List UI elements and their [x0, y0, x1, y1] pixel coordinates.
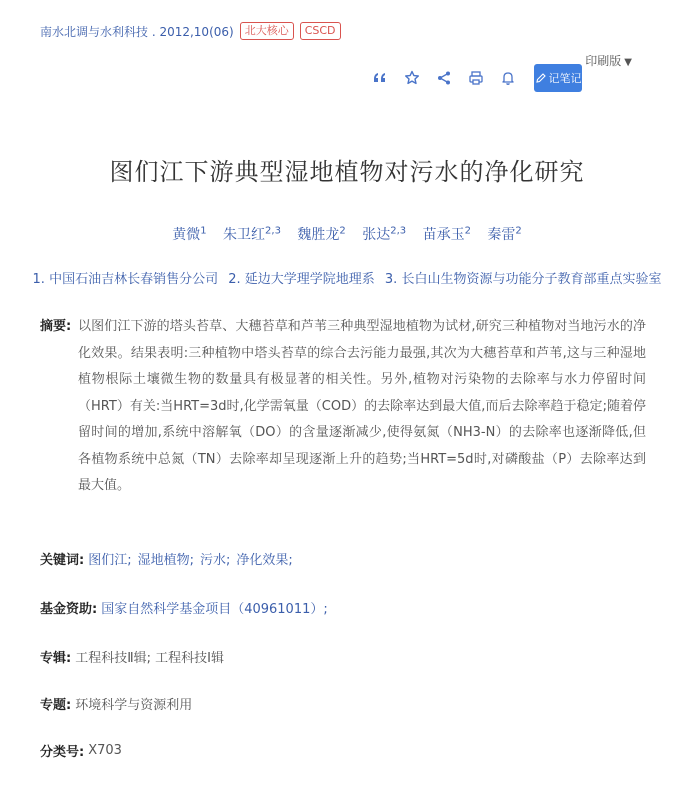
abstract-label: 摘要:: [40, 319, 72, 334]
keywords-label: 关键词:: [40, 553, 85, 568]
author-list: [0, 224, 694, 244]
topic-value: 环境科学与资源利用: [75, 698, 193, 713]
caret-down-icon: ▼: [624, 57, 632, 68]
author-link[interactable]: [297, 227, 345, 243]
classification-value: X703: [88, 743, 122, 758]
author-name: 秦雷: [487, 227, 516, 243]
keyword-link[interactable]: 污水;: [199, 553, 231, 568]
author-link[interactable]: [172, 227, 206, 243]
journal-source-link[interactable]: 南水北调与水利科技 . 2012,10(06): [40, 24, 234, 39]
take-note-label: 记笔记: [548, 72, 582, 85]
article-toolbar: [368, 64, 582, 92]
share-icon[interactable]: [432, 66, 456, 90]
source-line: [40, 22, 341, 40]
print-version-dropdown[interactable]: [585, 52, 632, 69]
author-affiliation-sup: 2,3: [265, 225, 281, 237]
author-name: 张达: [362, 227, 391, 243]
organization-link[interactable]: 1. 中国石油吉林长春销售分公司: [32, 272, 219, 287]
classification-label: 分类号:: [40, 745, 85, 760]
author-name: 朱卫红: [223, 227, 266, 243]
organization-link[interactable]: 3. 长白山生物资源与功能分子教育部重点实验室: [384, 272, 662, 287]
fund-link[interactable]: 国家自然科学基金项目（40961011）;: [101, 602, 328, 617]
author-name: 魏胜龙: [297, 227, 340, 243]
author-affiliation-sup: 2: [339, 225, 346, 237]
series-row: [40, 647, 224, 666]
series-label: 专辑:: [40, 651, 72, 666]
abstract-text: 以图们江下游的塔头苔草、大穗苔草和芦苇三种典型湿地植物为试材,研究三种植物对当地污水的净化效果。结果表明:三种植物中塔头苔草的综合去污能力最强,其次为大穗苔草和芦苇,这与三种湿地植物根际土壤微生物的数量具有极显著的相关性。另外,植物对污染物的去除率与水力停留时间（HRT）有关:当HRT=3d时,化学需氧量（COD）的去除率达到最大值,而后去除率趋于稳定;随着停留时间的增加,系统中溶解氧（DO）的含量逐渐减少,使得氨氮（NH3-N）的去除率也逐渐降低,但各植物系统中总氮（TN）去除率却呈现逐渐上升的趋势;当HRT=5d时,对磷酸盐（P）去除率达到最大值。: [78, 319, 646, 493]
author-affiliation-sup: 2: [515, 225, 522, 237]
author-link[interactable]: [487, 227, 521, 243]
keyword-link[interactable]: 净化效果;: [236, 553, 293, 568]
author-name: 苗承玉: [422, 227, 465, 243]
author-affiliation-sup: 2: [464, 225, 471, 237]
abstract-section: [40, 314, 646, 500]
keyword-link[interactable]: 图们江;: [88, 553, 132, 568]
organization-link[interactable]: 2. 延边大学理学院地理系: [228, 272, 375, 287]
author-link[interactable]: [423, 227, 471, 243]
author-affiliation-sup: 2,3: [390, 225, 407, 237]
fund-row: [40, 598, 328, 617]
series-value: 工程科技Ⅱ辑; 工程科技Ⅰ辑: [75, 651, 224, 666]
cscd-badge: CSCD: [300, 22, 341, 40]
article-title: 图们江下游典型湿地植物对污水的净化研究: [109, 158, 585, 186]
author-link[interactable]: [223, 227, 281, 243]
keyword-link[interactable]: 湿地植物;: [137, 553, 194, 568]
keywords-row: [40, 549, 299, 568]
take-note-button[interactable]: [534, 64, 582, 92]
author-name: 黄微: [172, 227, 201, 243]
bell-icon[interactable]: [496, 66, 520, 90]
core-journal-badge: 北大核心: [240, 22, 294, 40]
author-link[interactable]: [362, 227, 406, 243]
quote-icon[interactable]: [368, 66, 392, 90]
fund-label: 基金资助:: [40, 602, 98, 617]
print-version-label: 印刷版: [585, 54, 622, 68]
star-icon[interactable]: [400, 66, 424, 90]
pencil-icon: [535, 72, 547, 84]
topic-label: 专题:: [40, 698, 72, 713]
organization-list: [0, 268, 694, 287]
topic-row: [40, 694, 192, 713]
classification-row: [40, 741, 122, 760]
print-icon[interactable]: [464, 66, 488, 90]
author-affiliation-sup: 1: [200, 225, 207, 237]
